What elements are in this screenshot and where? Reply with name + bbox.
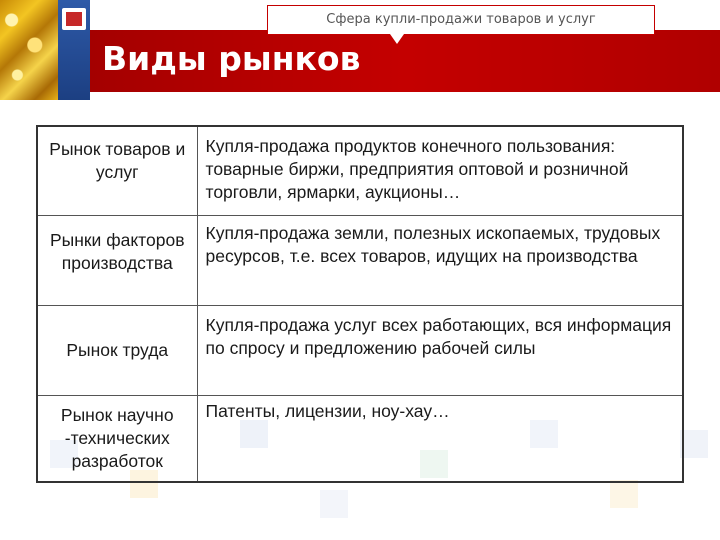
slide-title: Виды рынков [102,39,361,78]
market-description-cell: Патенты, лицензии, ноу-хау… [197,395,683,482]
market-type-cell: Рынок научно -технических разработок [37,395,197,482]
market-type-cell: Рынок товаров и услуг [37,126,197,215]
callout-box: Сфера купли-продажи товаров и услуг [267,5,655,35]
table-row [37,305,683,395]
market-description-cell: Купля-продажа земли, полезных ископаемых, трудовых ресурсов, т.е. всех товаров, идущих на производства [197,215,683,305]
table-row [37,126,683,215]
market-types-table [36,125,684,483]
table-row [37,395,683,482]
gold-bars-image [0,0,58,100]
market-type-cell: Рынки факторов производства [37,215,197,305]
market-description-cell: Купля-продажа продуктов конечного пользования: товарные биржи, предприятия оптовой и розничной торговли, ярмарки, аукционы… [197,126,683,215]
table-row [37,215,683,305]
background-tile [680,430,708,458]
callout-pointer [390,34,404,44]
background-tile [610,480,638,508]
market-description-cell: Купля-продажа услуг всех работающих, вся информация по спросу и предложению рабочей силы [197,305,683,395]
background-tile [320,490,348,518]
logo-icon [62,8,86,30]
market-type-cell: Рынок труда [37,305,197,395]
